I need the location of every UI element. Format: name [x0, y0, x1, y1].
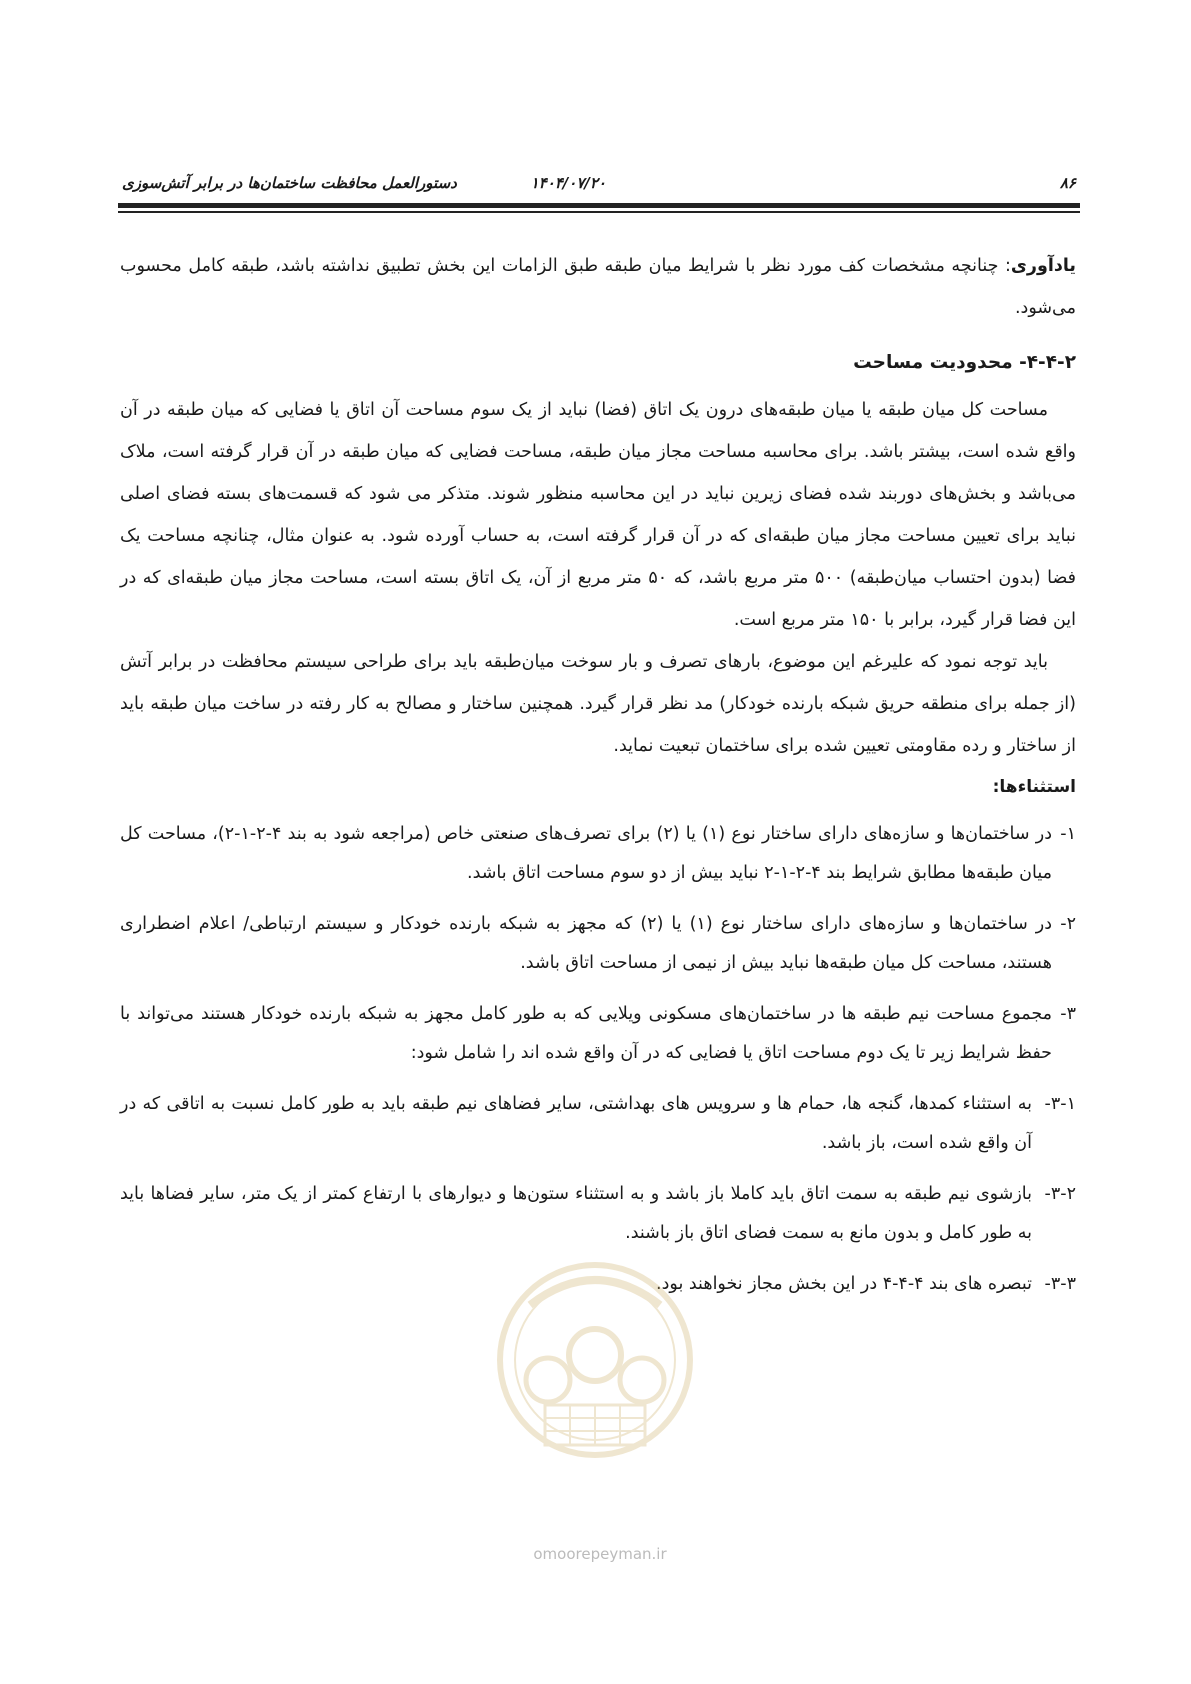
- exception-number: ۳-: [1060, 1004, 1076, 1024]
- reminder-label: یادآوری: [1010, 256, 1076, 276]
- exception-text: تبصره های بند ۴-۴-۴ در این بخش مجاز نخواهند بود.: [656, 1274, 1032, 1294]
- section-paragraph-1: مساحت کل میان طبقه یا میان طبقه‌های درون یک اتاق (فضا) نباید از یک سوم مساحت آن اتاق یا فضایی که میان طبقه در آن واقع شده است، بیشتر باشد. برای محاسبه مساحت مجاز میان طبقه، مساحت فضایی که میان طبقه در آن قرار گرفته است، ملاک می‌باشد و بخش‌های دوربند شده فضای زیرین نباید در این محاسبه منظور شوند. متذکر می شود که قسمت‌های بسته فضای اصلی نباید برای تعیین مساحت مجاز میان طبقه‌ای که در آن قرار گرفته است، به حساب آورده شود. به عنوان مثال، چنانچه مساحت یک فضا (بدون احتساب میان‌طبقه) ۵۰۰ متر مربع باشد، که ۵۰ متر مربع از آن، یک اتاق بسته است، مساحت مجاز میان طبقه‌ای که در این فضا قرار گیرد، برابر با ۱۵۰ متر مربع است.: [120, 400, 1076, 630]
- exception-text: بازشوی نیم طبقه به سمت اتاق باید کاملا باز باشد و به استثناء ستون‌ها و دیوارهای با ارتفاع کمتر از یک متر، سایر فضاها باید به طور کامل و بدون مانع به سمت فضای اتاق باز باشند.: [120, 1184, 1032, 1243]
- exception-text: به استثناء کمدها، گنجه ها، حمام ها و سرویس های بهداشتی، سایر فضاهای نیم طبقه باید به طور کامل نسبت به اتاقی که در آن واقع شده است، باز باشد.: [120, 1094, 1032, 1153]
- exception-item-3: [120, 995, 1076, 1073]
- section-heading: ۴-۴-۲- محدودیت مساحت: [853, 352, 1076, 373]
- watermark-logo-icon: [490, 1245, 700, 1485]
- exception-text: مجموع مساحت نیم طبقه ها در ساختمان‌های مسکونی ویلایی که به طور کامل مجهز به شبکه بارنده خودکار هستند می‌تواند با حفظ شرایط زیر تا یک دوم مساحت اتاق یا فضایی که در آن واقع شده اند را شامل شود:: [120, 1004, 1052, 1063]
- header-rule-thin: [118, 211, 1080, 213]
- reminder-text: : چنانچه مشخصات کف مورد نظر با شرایط میان طبقه طبق الزامات این بخش تطبیق نداشته باشد، طبقه کامل محسوب می‌شود.: [120, 256, 1076, 318]
- exception-item-2: [120, 905, 1076, 983]
- header-rule-thick: [118, 203, 1080, 208]
- exception-number: ۳-۳-: [1044, 1274, 1076, 1294]
- exception-text: در ساختمان‌ها و سازه‌های دارای ساختار نوع (۱) یا (۲) که مجهز به شبکه بارنده خودکار و سیستم ارتباطی/ اعلام اضطراری هستند، مساحت کل میان طبقه‌ها نباید بیش از نیمی از مساحت اتاق باشد.: [120, 914, 1052, 973]
- exception-text: در ساختمان‌ها و سازه‌های دارای ساختار نوع (۱) یا (۲) برای تصرف‌های صنعتی خاص (مراجعه شود به بند ۴-۲-۱-۲)، مساحت کل میان طبقه‌ها مطابق شرایط بند ۴-۲-۱-۲ نباید بیش از دو سوم مساحت اتاق باشد.: [120, 824, 1052, 883]
- exceptions-heading: استثناءها:: [992, 777, 1076, 797]
- exception-number: ۳-۲-: [1044, 1184, 1076, 1204]
- page-header: [120, 160, 1078, 200]
- page-number: ۸۶: [1059, 174, 1076, 192]
- exception-item-3-1: [120, 1085, 1076, 1163]
- page-body: [120, 245, 1076, 1316]
- exception-item-1: [120, 815, 1076, 893]
- watermark-url: omoorepeyman.ir: [533, 1545, 667, 1563]
- document-title: دستورالعمل محافظت ساختمان‌ها در برابر آتش‌سوزی: [122, 174, 457, 192]
- exception-number: ۲-: [1060, 914, 1076, 934]
- header-date: ۱۴۰۴/۰۷/۲۰: [530, 174, 606, 192]
- exception-item-3-2: [120, 1175, 1076, 1253]
- section-paragraph-2: باید توجه نمود که علیرغم این موضوع، بارهای تصرف و بار سوخت میان‌طبقه باید برای طراحی سیستم محافظت در برابر آتش (از جمله برای منطقه حریق شبکه بارنده خودکار) مد نظر قرار گیرد. همچنین ساختار و مصالح به کار رفته در ساخت میان طبقه باید از ساختار و رده مقاومتی تعیین شده برای ساختمان تبعیت نماید.: [120, 652, 1076, 756]
- exception-number: ۱-: [1060, 824, 1076, 844]
- reminder-note: [120, 245, 1076, 329]
- exception-number: ۳-۱-: [1044, 1094, 1076, 1114]
